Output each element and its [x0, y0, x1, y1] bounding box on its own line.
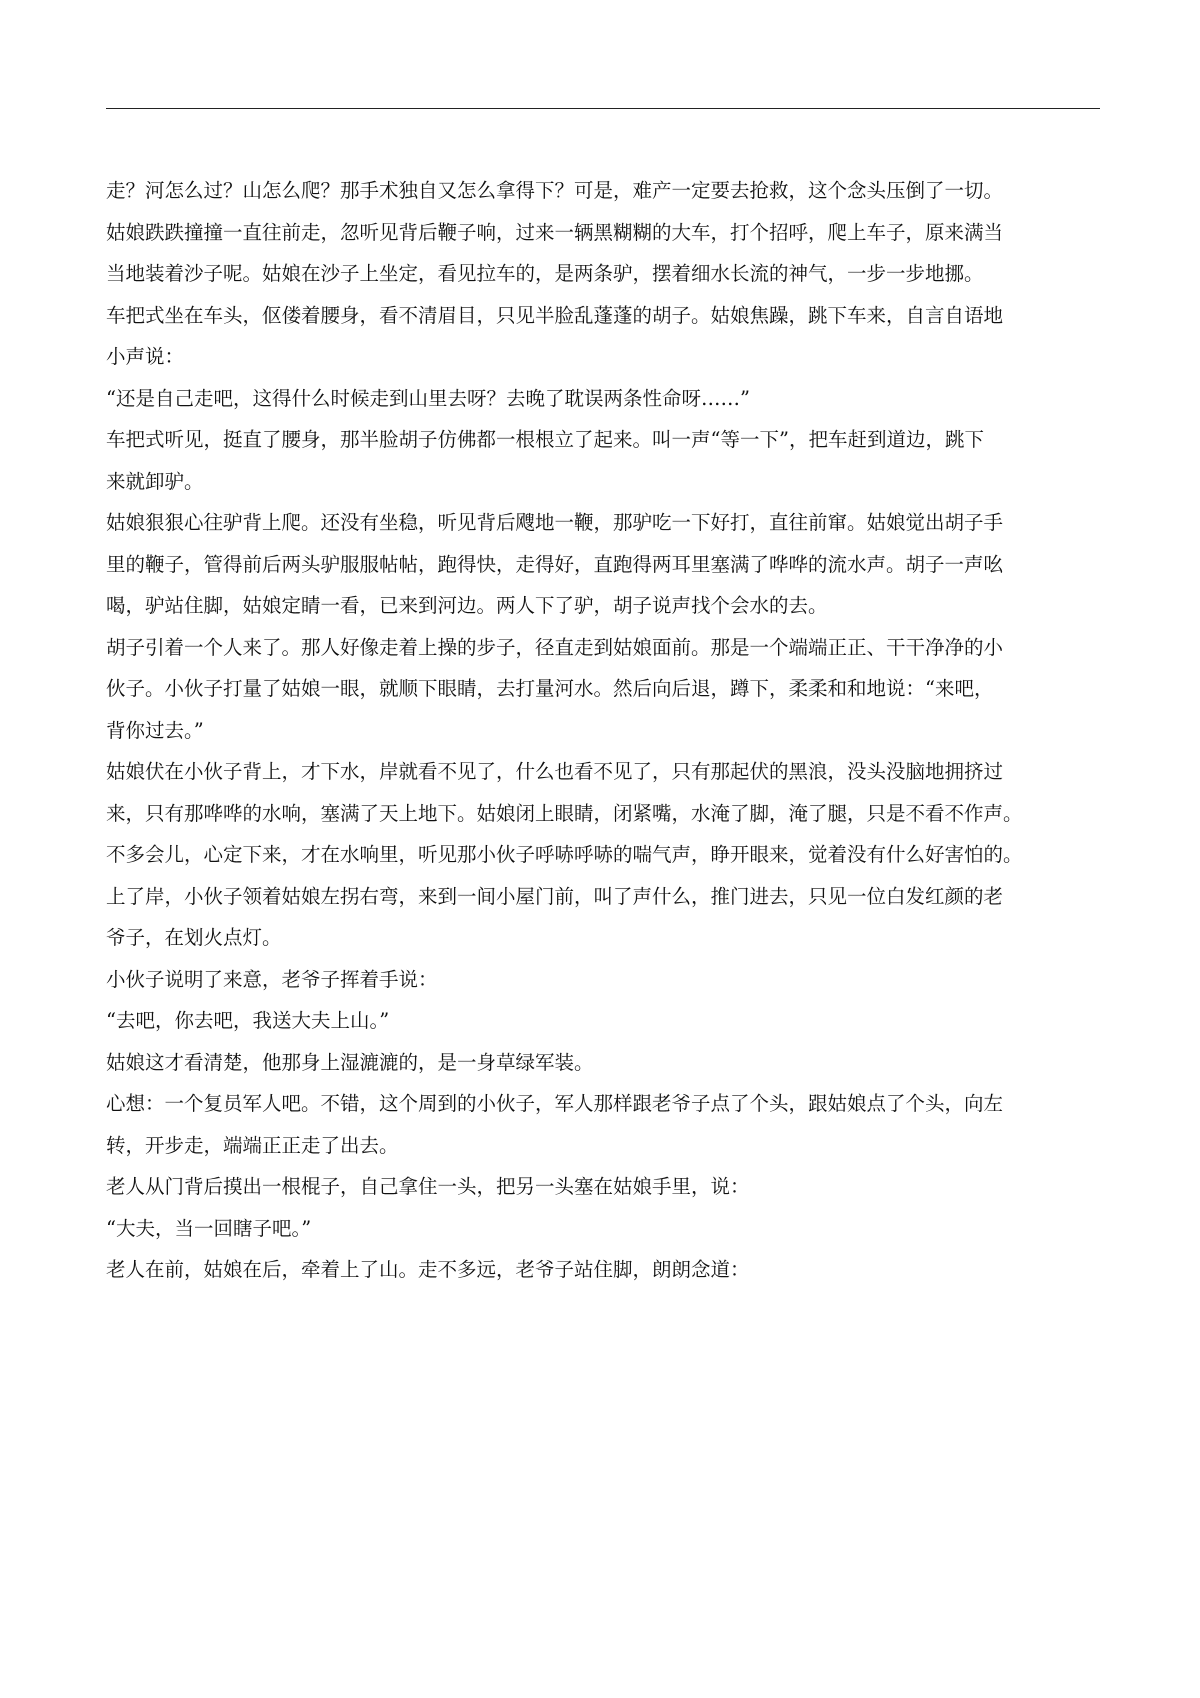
header-rule: [106, 108, 1100, 109]
text-line: 老人在前，姑娘在后，牵着上了山。走不多远，老爷子站住脚，朗朗念道：: [106, 1258, 750, 1281]
text-line: 来就卸驴。: [106, 469, 204, 493]
story-text: [106, 170, 1100, 1291]
text-line: “还是自己走吧，这得什么时候走到山里去呀？去晚了耽误两条性命呀……”: [106, 386, 750, 410]
text-line: 里的鞭子，管得前后两头驴服服帖帖，跑得快，走得好，直跑得两耳里塞满了哗哗的流水声。胡子一声吆: [106, 552, 1004, 576]
text-line: 车把式听见，挺直了腰身，那半脸胡子仿佛都一根根立了起来。叫一声“等一下”，把车赶到道边，跳下: [106, 428, 984, 451]
text-line: 来，只有那哗哗的水响，塞满了天上地下。姑娘闭上眼睛，闭紧嘴，水淹了脚，淹了腿，只是不看不作声。: [106, 801, 1023, 825]
text-line: 心想：一个复员军人吧。不错，这个周到的小伙子，军人那样跟老爷子点了个头，跟姑娘点了个头，向左: [106, 1092, 1004, 1115]
text-line: 车把式坐在车头，伛偻着腰身，看不清眉目，只见半脸乱蓬蓬的胡子。姑娘焦躁，跳下车来，自言自语地: [106, 303, 1004, 327]
text-line: 转，开步走，端端正正走了出去。: [106, 1133, 399, 1157]
text-line: “去吧，你去吧，我送大夫上山。”: [106, 1009, 390, 1032]
text-line: 姑娘这才看清楚，他那身上湿漉漉的，是一身草绿军装。: [106, 1050, 594, 1074]
text-line: 不多会儿，心定下来，才在水响里，听见那小伙子呼哧呼哧的喘气声，睁开眼来，觉着没有什么好害怕的。: [106, 843, 1023, 866]
text-line: 小伙子说明了来意，老爷子挥着手说：: [106, 967, 438, 991]
text-line: 姑娘狠狠心往驴背上爬。还没有坐稳，听见背后飕地一鞭，那驴吃一下好打，直往前窜。姑娘觉出胡子手: [106, 511, 1004, 534]
text-line: “大夫，当一回瞎子吧。”: [106, 1216, 312, 1240]
text-line: 老人从门背后摸出一根棍子，自己拿住一头，把另一头塞在姑娘手里，说：: [106, 1175, 750, 1198]
text-line: 上了岸，小伙子领着姑娘左拐右弯，来到一间小屋门前，叫了声什么，推门进去，只见一位白发红颜的老: [106, 884, 1004, 908]
text-line: 走？河怎么过？山怎么爬？那手术独自又怎么拿得下？可是，难产一定要去抢救，这个念头压倒了一切。: [106, 179, 1004, 202]
text-line: 姑娘跌跌撞撞一直往前走，忽听见背后鞭子响，过来一辆黑糊糊的大车，打个招呼，爬上车子，原来满当: [106, 220, 1004, 244]
text-line: 姑娘伏在小伙子背上，才下水，岸就看不见了，什么也看不见了，只有那起伏的黑浪，没头没脑地拥挤过: [106, 760, 1004, 783]
text-line: 背你过去。”: [106, 718, 204, 742]
text-line: 胡子引着一个人来了。那人好像走着上操的步子，径直走到姑娘面前。那是一个端端正正、干干净净的小: [106, 635, 1004, 659]
text-line: 伙子。小伙子打量了姑娘一眼，就顺下眼睛，去打量河水。然后向后退，蹲下，柔柔和和地说：“来吧，: [106, 677, 994, 700]
text-line: 爷子，在划火点灯。: [106, 926, 282, 949]
text-line: 当地装着沙子呢。姑娘在沙子上坐定，看见拉车的，是两条驴，摆着细水长流的神气，一步一步地挪。: [106, 262, 984, 285]
text-line: 小声说：: [106, 345, 185, 368]
text-line: 喝，驴站住脚，姑娘定睛一看，已来到河边。两人下了驴，胡子说声找个会水的去。: [106, 594, 828, 617]
